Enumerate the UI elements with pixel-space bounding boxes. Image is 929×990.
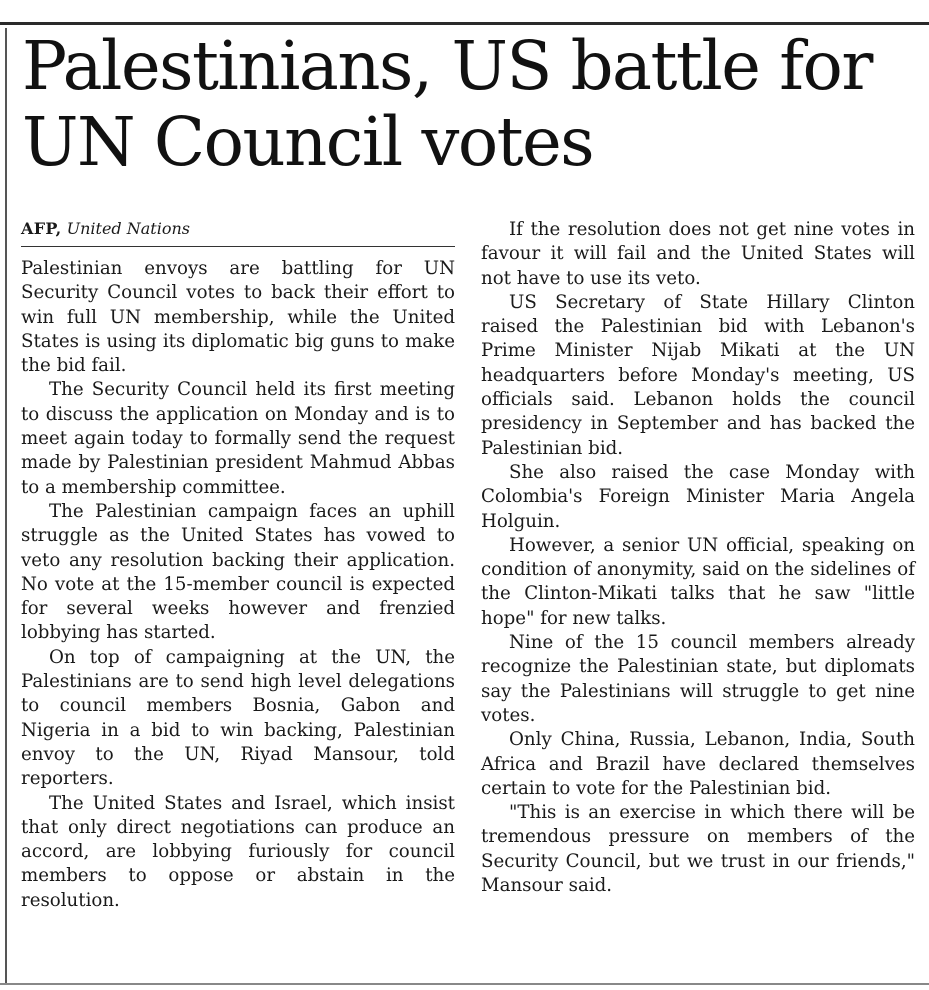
right-column	[481, 218, 915, 898]
left-rule	[5, 28, 7, 983]
headline: Palestinians, US battle for UN Council votes	[22, 27, 872, 181]
paragraph: If the resolution does not get nine votes in favour it will fail and the United States will not have to use its veto.	[481, 219, 915, 289]
top-rule	[0, 22, 929, 25]
paragraph: "This is an exercise in which there will be tremendous pressure on members of the Security Council, but we trust in our friends," Mansour said.	[481, 802, 915, 897]
paragraph: Nine of the 15 council members already recognize the Palestinian state, but diplomats say the Palestinians will struggle to get nine votes.	[481, 632, 915, 726]
paragraph: She also raised the case Monday with Colombia's Foreign Minister Maria Angela Holguin.	[481, 461, 915, 532]
paragraph: However, a senior UN official, speaking on condition of anonymity, said on the sidelines of the Clinton-Mikati talks that he saw "little hope" for new talks.	[481, 534, 915, 629]
byline-place: United Nations	[66, 219, 190, 238]
paragraph: On top of campaigning at the UN, the Palestinians are to send high level delegations to council members Bosnia, Gabon and Nigeria in a bid to win backing, Palestinian envoy to the UN, Riyad Mansour, told reporters.	[21, 646, 455, 790]
paragraph: US Secretary of State Hillary Clinton raised the Palestinian bid with Lebanon's Prime Minister Nijab Mikati at the UN headquarters before Monday's meeting, US officials said. Lebanon holds the council presidency in September and has backed the Palestinian bid.	[481, 291, 915, 459]
byline-agency: AFP,	[21, 219, 62, 238]
paragraph: The Palestinian campaign faces an uphill struggle as the United States has vowed to veto any resolution backing their application. No vote at the 15-member council is expected for several weeks however and frenzied lobbying has started.	[21, 500, 455, 644]
left-column	[21, 218, 455, 913]
paragraph: The Security Council held its first meeting to discuss the application on Monday and is to meet again today to formally send the request made by Palestinian president Mahmud Abbas to a membership committee.	[21, 379, 455, 498]
paragraph: Palestinian envoys are battling for UN Security Council votes to back their effort to win full UN membership, while the United States is using its diplomatic big guns to make the bid fail.	[21, 258, 455, 377]
bottom-rule	[0, 983, 929, 985]
byline	[21, 218, 455, 247]
paragraph: Only China, Russia, Lebanon, India, South Africa and Brazil have declared themselves certain to vote for the Palestinian bid.	[481, 729, 915, 799]
paragraph: The United States and Israel, which insist that only direct negotiations can produce an accord, are lobbying furiously for council members to oppose or abstain in the resolution.	[21, 792, 455, 911]
